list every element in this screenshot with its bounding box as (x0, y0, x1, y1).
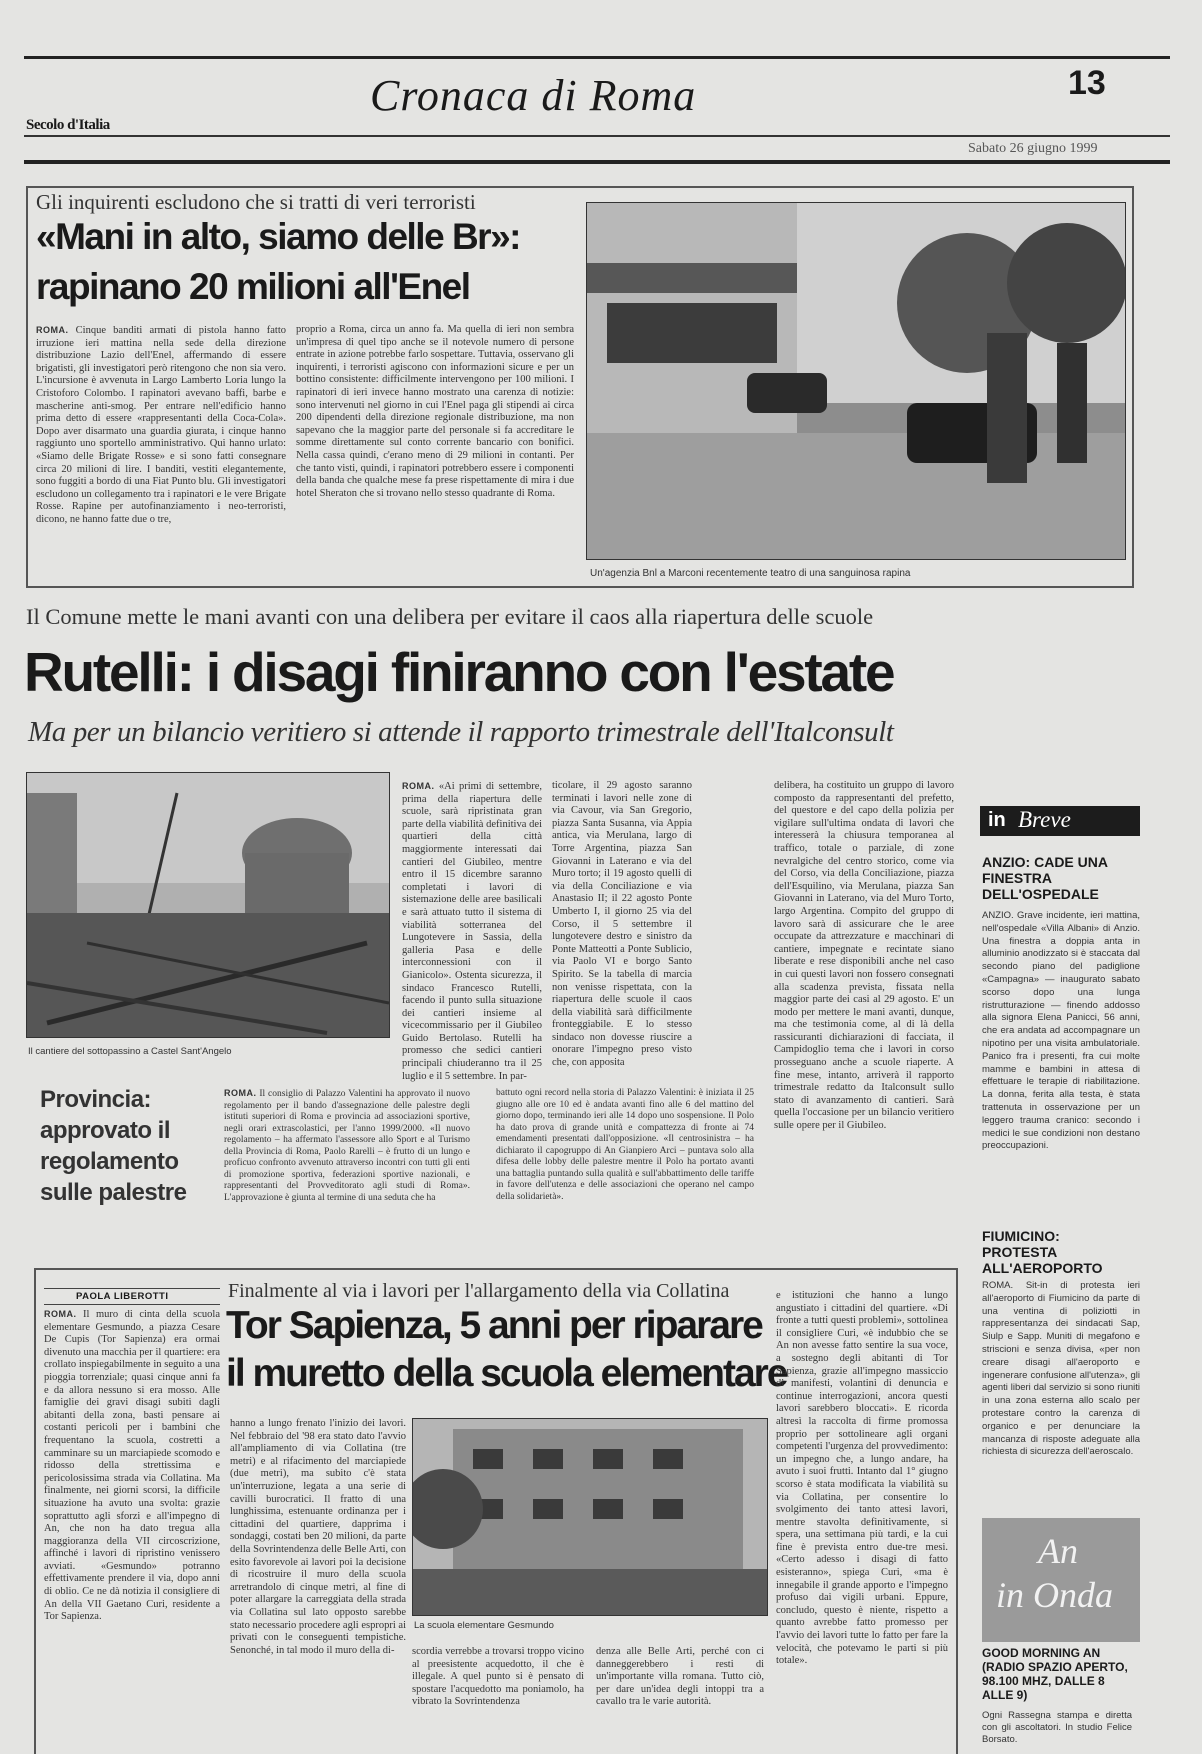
article4-col2b (412, 1646, 584, 1746)
masthead-mid-rule (24, 135, 1170, 137)
an-in-onda-line1: An (1038, 1531, 1078, 1571)
article2-photo-castel-santangelo (26, 772, 390, 1038)
article4-col1-text: Il muro di cinta della scuola elementare Gesmundo, a piazza Cesare De Cupis (Tor Sapienza) era ormai divenuto una macchia per il quartiere: era crollato inspiegabilmente in seguito a una pioggia torrenziale; quasi cinque anni fa e da allora nessuno si era mosso. Alle famiglie dei gravi disagi subiti dagli abitanti della zona, basti pensare ai costanti pericoli per i bambini che frequentano la scuola, costretti a camminare su un marciapiede scomodo e ridosso della strettissima e pericolosissima strada via Collatina. Ma finalmente, nei giorni scorsi, la difficile situazione ha avuto una svolta: grazie soprattutto agli sforzi e all'impegno di An, che non ha dato tregua alla maggioranza della VII circoscrizione, affinché i lavori di ripristino venissero avviati. «Gesmundo» potranno effettivamente prendere il via, dopo anni di oblio. Ce ne dà notizia il consigliere di An della VII Gaetano Curi, residente a Tor Sapienza. (44, 1309, 220, 1623)
breve-item2-text: ROMA. Sit-in di protesta ieri all'aeroporto di Fiumicino da parte di una ventina di poliziotti in rappresentanza dei sindacati Sap, Siulp e Sapp. Muniti di megafono e striscioni e senza divisa, «per non creare disagi all'aeroporto e ingenerare confusione all'utenza», gli agenti liberi dal servizio si sono riuniti in una zona esterna allo scalo per protestare contro la carenza di organico e per denunciare la mancanza di risposte adeguate alla richiesta di sicurezza dell'aeroscalo. (982, 1280, 1140, 1458)
article2-col2-text: ticolare, il 29 agosto saranno terminati i lavori nelle zone di via Cavour, via San Gregorio, piazza Santa Susanna, via Appia antica, via Merulana, largo di Torre Argentina, piazza San Giovanni in Laterano e via del Muro torto; il 19 agosto quelli di via della Conciliazione e via Anastasio II; il 22 agosto Ponte Umberto I, il giorno 25 via del Corso, il 5 settembre il lungotevere destro e sinistro da Ponte Matteotti a Ponte Sublicio, via Paolo VI e borgo Santo Spirito. Se la tabella di marcia non venisse rispettata, con la riapertura delle scuole il caos della viabilità sarà difficilmente fronteggiabile. E lo stesso sindaco non dovesse riuscire a onorare l'impegno preso visto che, con apposita (552, 780, 692, 1069)
article1-col2-text: proprio a Roma, circa un anno fa. Ma quella di ieri non sembra un'impresa di quel tipo anche se il notevole numero di persone entrate in azione potrebbe farlo sospettare. Tuttavia, osservano gli inquirenti, i terroristi agiscono con informazioni sicure e per un bottino consistente: difficilmente intervengono per 100 milioni. I rapinatori di ieri invece hanno mostrato una carenza di notizie: sono intervenuti nel giorno in cui l'Enel paga gli stipendi ai circa 200 dipendenti della direzione regionale distribuzione, ma non sapevano che la maggior parte del personale si fa accreditare le somme direttamente sul conto corrente bancario con bonifici. Nella cassa quindi, c'erano meno di 29 milioni in contanti. Per che tanto visti, quindi, i rapinatori potrebbero essere i componenti della banda che qualche mese fa prese rispettamente di mira i due hotel Sheraton che si trovano nello stesso quadrante di Roma. (296, 324, 574, 499)
breve-header-in: in (988, 809, 1006, 831)
section-title-text: Cronaca di Roma (370, 71, 697, 120)
an-in-onda-banner (982, 1518, 1140, 1642)
article2-subhead: Ma per un bilancio veritiero si attende il rapporto trimestrale dell'Italconsult (28, 716, 894, 748)
article2-headline: Rutelli: i disagi finiranno con l'estate (24, 641, 894, 703)
breve-item1-title: ANZIO: CADE UNA FINESTRA DELL'OSPEDALE (982, 854, 1108, 902)
article1-col1-text: Cinque banditi armati di pistola hanno fatto irruzione ieri mattina nella sede della direzione distribuzione Lazio dell'Enel, affermando di essere brigatisti, gli investigatori però ritengono che non sia vero. L'incursione è avvenuta in Largo Lamberto Loria lungo la Cristoforo Colombo. I rapinatori avevano baffi, barbe e mascherine anti-smog. Per entrare nell'edificio hanno prima detto di essere «rappresentanti della Coca-Cola». Dopo aver disarmato una guardia giurata, i cinque hanno raggiunto uno sportello amministrativo. Qui hanno urlato: «Siamo delle Brigate Rosse» e si sono fatti consegnare circa 20 milioni di lire. I banditi, vestiti elegantemente, sono fuggiti a bordo di una Fiat Punto blu. Gli investigatori escludono un collegamento tra i rapinatori e le vere Brigate Rosse. Rapine per autofinanziamento i neo-terroristi, dicono, ne hanno fatte due o tre, (36, 325, 286, 525)
article1-kicker: Gli inquirenti escludono che si tratti di veri terroristi (36, 190, 476, 214)
page-number: 13 (1068, 64, 1106, 102)
article4-col3-text: e istituzioni che hanno a lungo angustiato i cittadini del quartiere. «Di fronte a tutti questi problemi», sottolinea il consigliere Curi, «è indubbio che se An non avesse fatto sentire la sua voce, a sostegno degli abitanti di Tor Sapienza, grazie all'impegno massiccio di manifesti, volantini di denuncia e continue interrogazioni, ancora questi lavori sarebbero bloccati». E ricorda altresì la raccolta di firme promossa proprio per sottolineare agli organi competenti l'urgenza del provvedimento: un impegno che, a lungo andare, ha avuto i suoi frutti. Intanto dal 1° giugno scorso è stata modificata la viabilità su via Collatina, per consentire lo svolgimento dei tanto attesi lavori, mentre stavolta definitivamente, si spera, una settimana più tardi, e la cui fine è prevista entro due-tre mesi. «Certo adesso i disagi di fatto esisteranno», spiega Curi, «ma è innegabile il grande apporto e l'impegno profuso dai vigili urbani. Eppure, concludo, questo è niente, rispetto a quanto avrebbe fatto promesso per l'avvio dei lavori tutte lo fatto per fare la velocità, che potevamo le parti si più totale». (776, 1290, 948, 1667)
breve-item2-title: FIUMICINO: PROTESTA ALL'AEROPORTO (982, 1228, 1103, 1276)
breve-item1-text: ANZIO. Grave incidente, ieri mattina, nell'ospedale «Villa Albani» di Anzio. Una finestra a doppia anta in alluminio anodizzato si è staccata dal secondo piano del padiglione «Campagna» — inaugurato sabato scorso dopo una lunga ristrutturazione — finendo addosso alla signora Elena Panicci, 56 anni, che era andata ad accompagnare un nipotino per una visita ambulatoriale. Panico fra i presenti, fra cui molte mamme e bambini in attesa di effettuare le terapie di riabilitazione. La donna, ferita alla testa, è stata trattenuta in osservazione per un leggero trauma cranico: secondo i medici le sue condizioni non destano preoccupazioni. (982, 910, 1140, 1152)
article4-kicker: Finalmente al via i lavori per l'allargamento della via Collatina (228, 1280, 730, 1302)
article4-col2b-text: scordia verrebbe a trovarsi troppo vicino al preesistente acquedotto, il che è illegale. A quel punto si è pensato di spostare l'acquedotto ma poniamolo, ha vibrato la Sovrintendenza (412, 1646, 584, 1708)
article4-headline-1: Tor Sapienza, 5 anni per riparare (226, 1304, 762, 1347)
article2-photo-caption: Il cantiere del sottopassino a Castel Sant'Angelo (28, 1046, 232, 1057)
article1-col2 (296, 324, 574, 574)
article1-dateline: ROMA. (36, 325, 69, 335)
article2-col1 (402, 780, 542, 1088)
an-in-onda-line2: in Onda (996, 1575, 1113, 1615)
article4-photo-school (412, 1418, 768, 1616)
article2-dateline: ROMA. (402, 781, 435, 791)
breve-item3-title: GOOD MORNING AN (RADIO SPAZIO APERTO, 98.100 MHZ, DALLE 8 ALLE 9) (982, 1646, 1128, 1702)
masthead-bottom-rule (24, 160, 1170, 164)
article2-kicker: Il Comune mette le mani avanti con una delibera per evitare il caos alla riapertura delle scuole (26, 604, 874, 629)
article3-col1-text: Il consiglio di Palazzo Valentini ha approvato il nuovo regolamento per il bando d'assegnazione delle palestre degli istituti superiori di Roma e provincia ad associazioni sportive, negli orari extrascolastici, per l'anno 1999/2000. «Il nuovo regolamento – ha affermato l'assessore allo Sport e al Turismo della Provincia di Roma, Paolo Rarelli – è frutto di un lungo e proficuo confronto avvenuto attraverso incontri con tutti gli enti di promozione sportiva, federazioni sportive nazionali, e rappresentanti del Provveditorato agli studi di Roma». L'approvazione è giunta al termine di una seduta che ha (224, 1089, 470, 1203)
article2-col3 (774, 780, 954, 1250)
article4-col2-text: hanno a lungo frenato l'inizio dei lavori. Nel febbraio del '98 era stato dato l'avvio all'ampliamento di via Collatina (tre metri) e al rifacimento del marciapiede (due metri), ma subito c'è stata un'interruzione, legata a una serie di cavilli burocratici. Il fratto di una lunghissima, estenuante ordinanza per i cittadini del quartiere, dapprima i sondaggi, costati ben 20 milioni, da parte della Sovrintendenza delle Belle Arti, con esito favorevole ai lavori poi la decisione di ricostruire il muro della scuola arretrandolo di cinque metri, al fine di poter allargare la carreggiata della strada via Collatina sul lato opposto sarebbe stato necessario procedere agli espropri ai privati con le conseguenti tempistiche. Senonché, in tal modo il muro della di- (230, 1418, 406, 1656)
article4-author-rule-bottom (44, 1304, 220, 1305)
breve-header-breve: Breve (1018, 807, 1071, 832)
issue-date: Sabato 26 giugno 1999 (968, 141, 1098, 156)
article4-col3 (776, 1290, 948, 1750)
article3-col1 (224, 1088, 470, 1238)
article1-headline-2: rapinano 20 milioni all'Enel (36, 266, 470, 307)
article4-col1 (44, 1308, 220, 1752)
article2-col3-text: delibera, ha costituito un gruppo di lavoro composto da rappresentanti del prefetto, del questore e del capo della polizia per vigilare sull'ultima ondata di lavori che interesserà la chiusura temporanea al traffico, totale o parziale, di zone nevralgiche del centro storico, come via del Corso, via della Conciliazione, piazza dell'Esquilino, via Merulana, piazza San Giovanni in Laterano, via del Muro Torto, largo Argentina. Compito del gruppo di lavoro sarà di assicurare che le aree occupate da attrezzature e macchinari di cantiere, impegnate e recintate siano liberate e rese disponibili anche nel caso in cui questi lavori non fossero consegnati alla scadenza prevista, fissata nella maggior parte dei casi al 29 agosto. E' un modo per mettere le mani avanti, dunque, ma che testimonia come, al di là della rassicuranti dichiarazioni di facciata, il Campidoglio tema che i lavori in corso prosseguano anche a scuole riaperte. A fine mese, intanto, arriverà il rapporto trimestrale redatto da Italconsult sullo stato di avanzamento di cantieri. Sarà quella l'occasione per un bilancio veritiero sulle opere per il Giubileo. (774, 780, 954, 1132)
breve-header (980, 806, 1140, 836)
article1-headline-1: «Mani in alto, siamo delle Br»: (36, 216, 520, 257)
article4-col2c (596, 1646, 764, 1746)
article4-photo-caption: La scuola elementare Gesmundo (414, 1620, 554, 1631)
article2-col2 (552, 780, 692, 1088)
article3-headline: Provincia: approvato il regolamento sulle palestre (40, 1086, 187, 1206)
article2-col1-text: «Ai primi di settembre, prima della riapertura delle scuole, sarà ripristinata gran parte della viabilità definitiva dei quartieri della città maggiormente interessati dai cantieri del Giubileo, mentre entro il 15 dicembre saranno completati i lavori di sistemazione delle aree basilicali e sarà attuato tutto il sistema di viabilità sotterranea del Lungotevere in Sassia, della galleria Pasa e delle interconnessioni con il Gianicolo». Ostenta sicurezza, il sindaco Francesco Rutelli, facendo il punto sulla situazione dei cantieri insieme al vicecommissario per il Giubileo Guido Bertolaso. Rutelli ha promesso che sedici cantieri principali chiuderanno tra il 25 luglio e il 5 settembre. In par- (402, 781, 542, 1082)
article4-dateline: ROMA. (44, 1309, 77, 1319)
masthead-top-rule (24, 56, 1170, 59)
newspaper-name: Secolo d'Italia (26, 117, 110, 133)
article4-headline-2: il muretto della scuola elementare (226, 1352, 787, 1395)
article1-photo-bnl-agency (586, 202, 1126, 560)
article1-col1 (36, 324, 286, 574)
article4-author-rule (44, 1288, 220, 1289)
article3-col2 (496, 1088, 754, 1238)
article4-col2c-text: denza alle Belle Arti, perché con ci danneggerebbero i resti di un'importante villa romana. Tutto ciò, per dare un'idea degli intoppi tra a cavallo tra le varie autorità. (596, 1646, 764, 1708)
breve-item3-text: Ogni Rassegna stampa e diretta con gli ascoltatori. In studio Felice Borsato. (982, 1710, 1132, 1745)
article4-author: PAOLA LIBEROTTI (76, 1291, 169, 1302)
article3-col2-text: battuto ogni record nella storia di Palazzo Valentini: è iniziata il 25 giugno alle ore 10 ed è andata avanti fino alle 6 del mattino del giorno dopo, terminando ieri alle 14 dopo uno sospensione. Il Polo ha dato prova di grande unità e compattezza di fronte ai 74 emendamenti presentati dall'opposizione. «Il centrosinistra – ha dichiarato il capogruppo di An Gianpiero Arci – puntava solo alla difesa delle lobby delle palestre mentre il Polo ha portato avanti una battaglia puntando sulla qualità e sull'abbattimento delle tariffe in favore dell'utenza e delle associazioni che operano nel campo della solidarietà». (496, 1088, 754, 1202)
section-title (370, 66, 770, 130)
article3-dateline: ROMA. (224, 1088, 257, 1098)
article4-col2 (230, 1418, 406, 1752)
article1-photo-caption: Un'agenzia Bnl a Marconi recentemente teatro di una sanguinosa rapina (590, 568, 911, 579)
